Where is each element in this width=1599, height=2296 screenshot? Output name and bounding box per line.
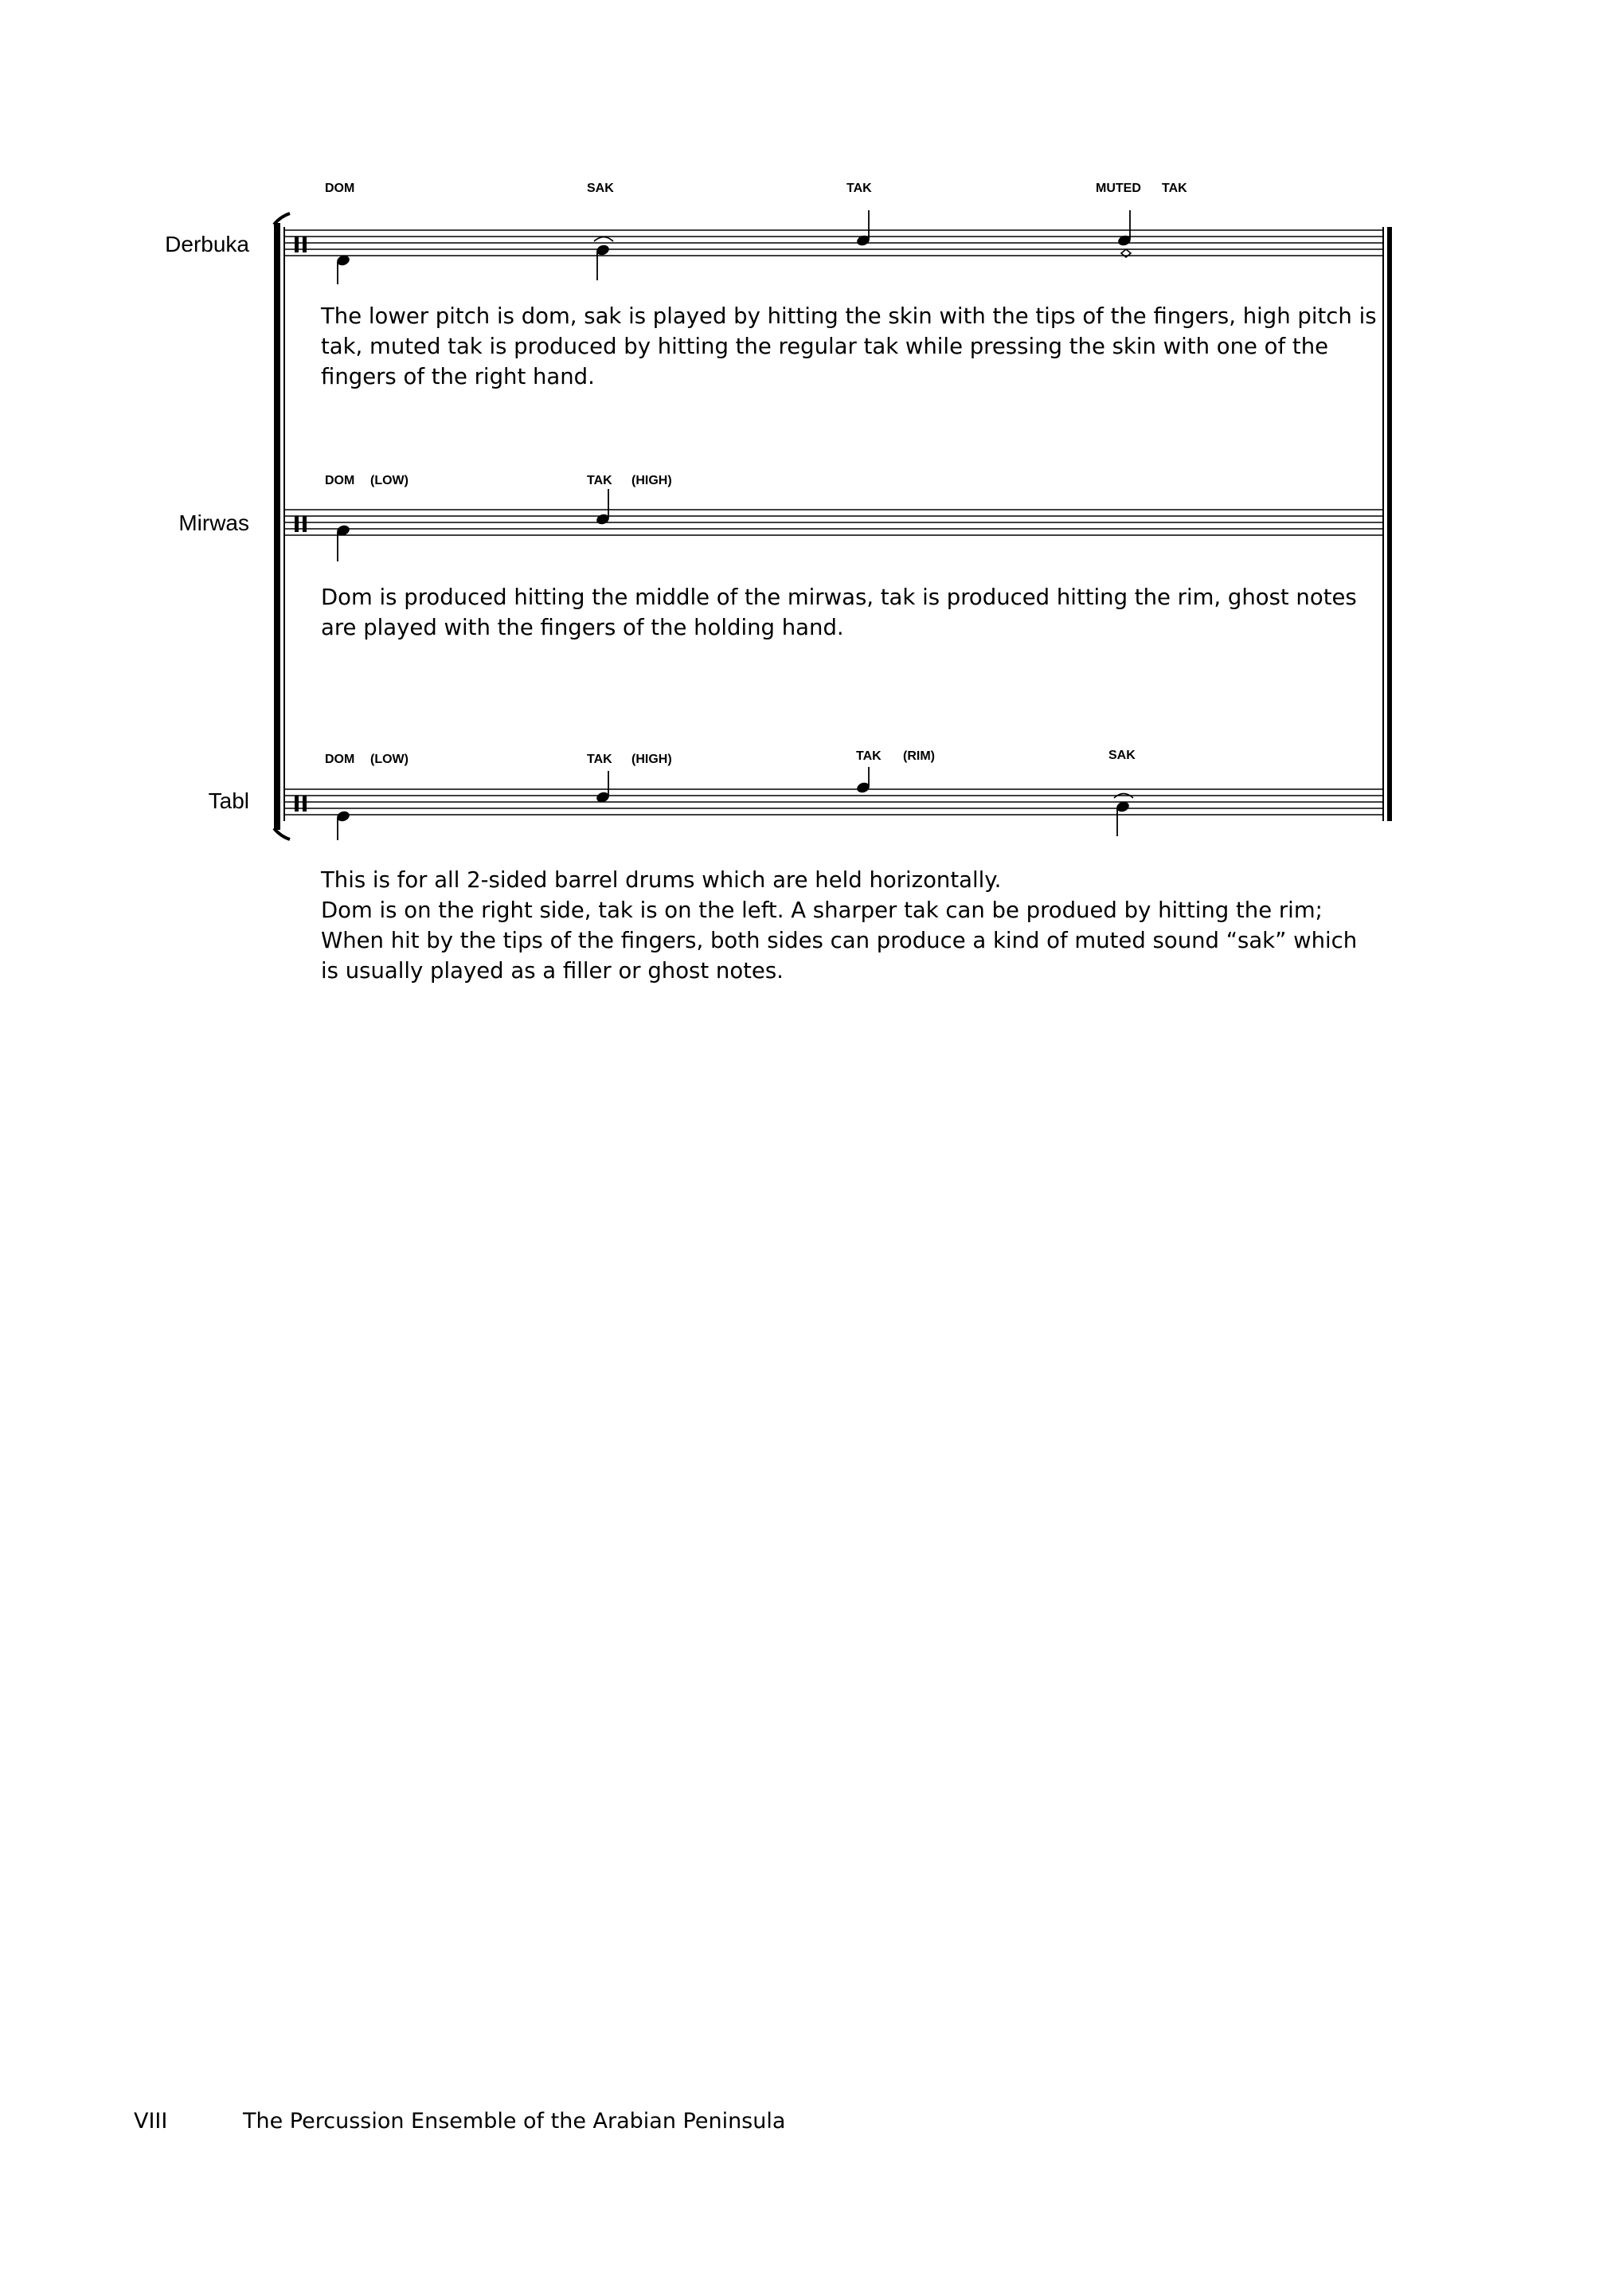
note-tak-rim	[855, 767, 870, 794]
percussion-clef	[295, 237, 307, 252]
derbuka-description	[321, 301, 1380, 392]
staff-lines	[284, 230, 1383, 256]
label-low: (LOW)	[370, 474, 409, 487]
label-low: (LOW)	[370, 753, 409, 766]
tabl-description	[321, 865, 1380, 986]
mirwas-name: Mirwas	[178, 510, 249, 535]
derbuka-staff	[165, 182, 1383, 284]
note-muted-tak	[1116, 210, 1132, 257]
staff-lines	[284, 510, 1383, 535]
derbuka-description-text: The lower pitch is dom, sak is played by hitting the skin with the tips of the fingers, high pitch is tak, muted tak is produced by hitting the regular tak while pressing the skin with one of the fingers of the right hand.	[321, 303, 1377, 389]
book-title: The Percussion Ensemble of the Arabian Peninsula	[243, 2109, 786, 2134]
percussion-clef	[295, 516, 307, 532]
bracket-bottom-hook	[274, 828, 290, 839]
tabl-description-line-1: This is for all 2-sided barrel drums which are held horizontally.	[321, 867, 1002, 893]
label-tak-rim: TAK	[856, 749, 882, 763]
tabl-description-line-3: When hit by the tips of the fingers, both sides can produce a kind of muted sound “sak” which is usually played as a filler or ghost notes.	[321, 928, 1358, 984]
note-dom	[335, 524, 350, 561]
mirwas-description-text: Dom is produced hitting the middle of the mirwas, tak is produced hitting the rim, ghost notes are played with the fingers of the holding hand.	[321, 585, 1357, 640]
note-dom	[335, 254, 350, 284]
tabl-name: Tabl	[208, 788, 249, 813]
bracket-top-hook	[274, 213, 290, 225]
note-tak	[595, 489, 610, 526]
label-sak: SAK	[1108, 749, 1136, 762]
tabl-description-line-2: Dom is on the right side, tak is on the left. A sharper tak can be produed by hitting the rim;	[321, 898, 1323, 923]
label-tak: TAK	[587, 474, 612, 487]
percussion-clef	[295, 796, 307, 812]
note-tak	[855, 210, 870, 247]
label-high: (HIGH)	[631, 753, 672, 766]
staff-lines	[284, 789, 1383, 815]
derbuka-name: Derbuka	[165, 232, 249, 256]
label-dom: DOM	[325, 182, 355, 195]
label-muted-tak: TAK	[1162, 182, 1187, 195]
label-dom: DOM	[325, 474, 355, 487]
label-dom: DOM	[325, 753, 355, 766]
label-rim: (RIM)	[903, 749, 935, 763]
fermata-arc	[594, 237, 613, 242]
label-tak: TAK	[587, 753, 612, 766]
label-sak: SAK	[587, 182, 614, 195]
mirwas-description	[321, 582, 1380, 643]
label-tak: TAK	[846, 182, 872, 195]
page-number: VIII	[134, 2109, 168, 2134]
label-muted: MUTED	[1096, 182, 1141, 195]
note-tak-high	[595, 771, 610, 804]
label-high: (HIGH)	[631, 474, 672, 487]
mirwas-staff	[178, 474, 1383, 561]
tabl-staff	[209, 749, 1383, 840]
